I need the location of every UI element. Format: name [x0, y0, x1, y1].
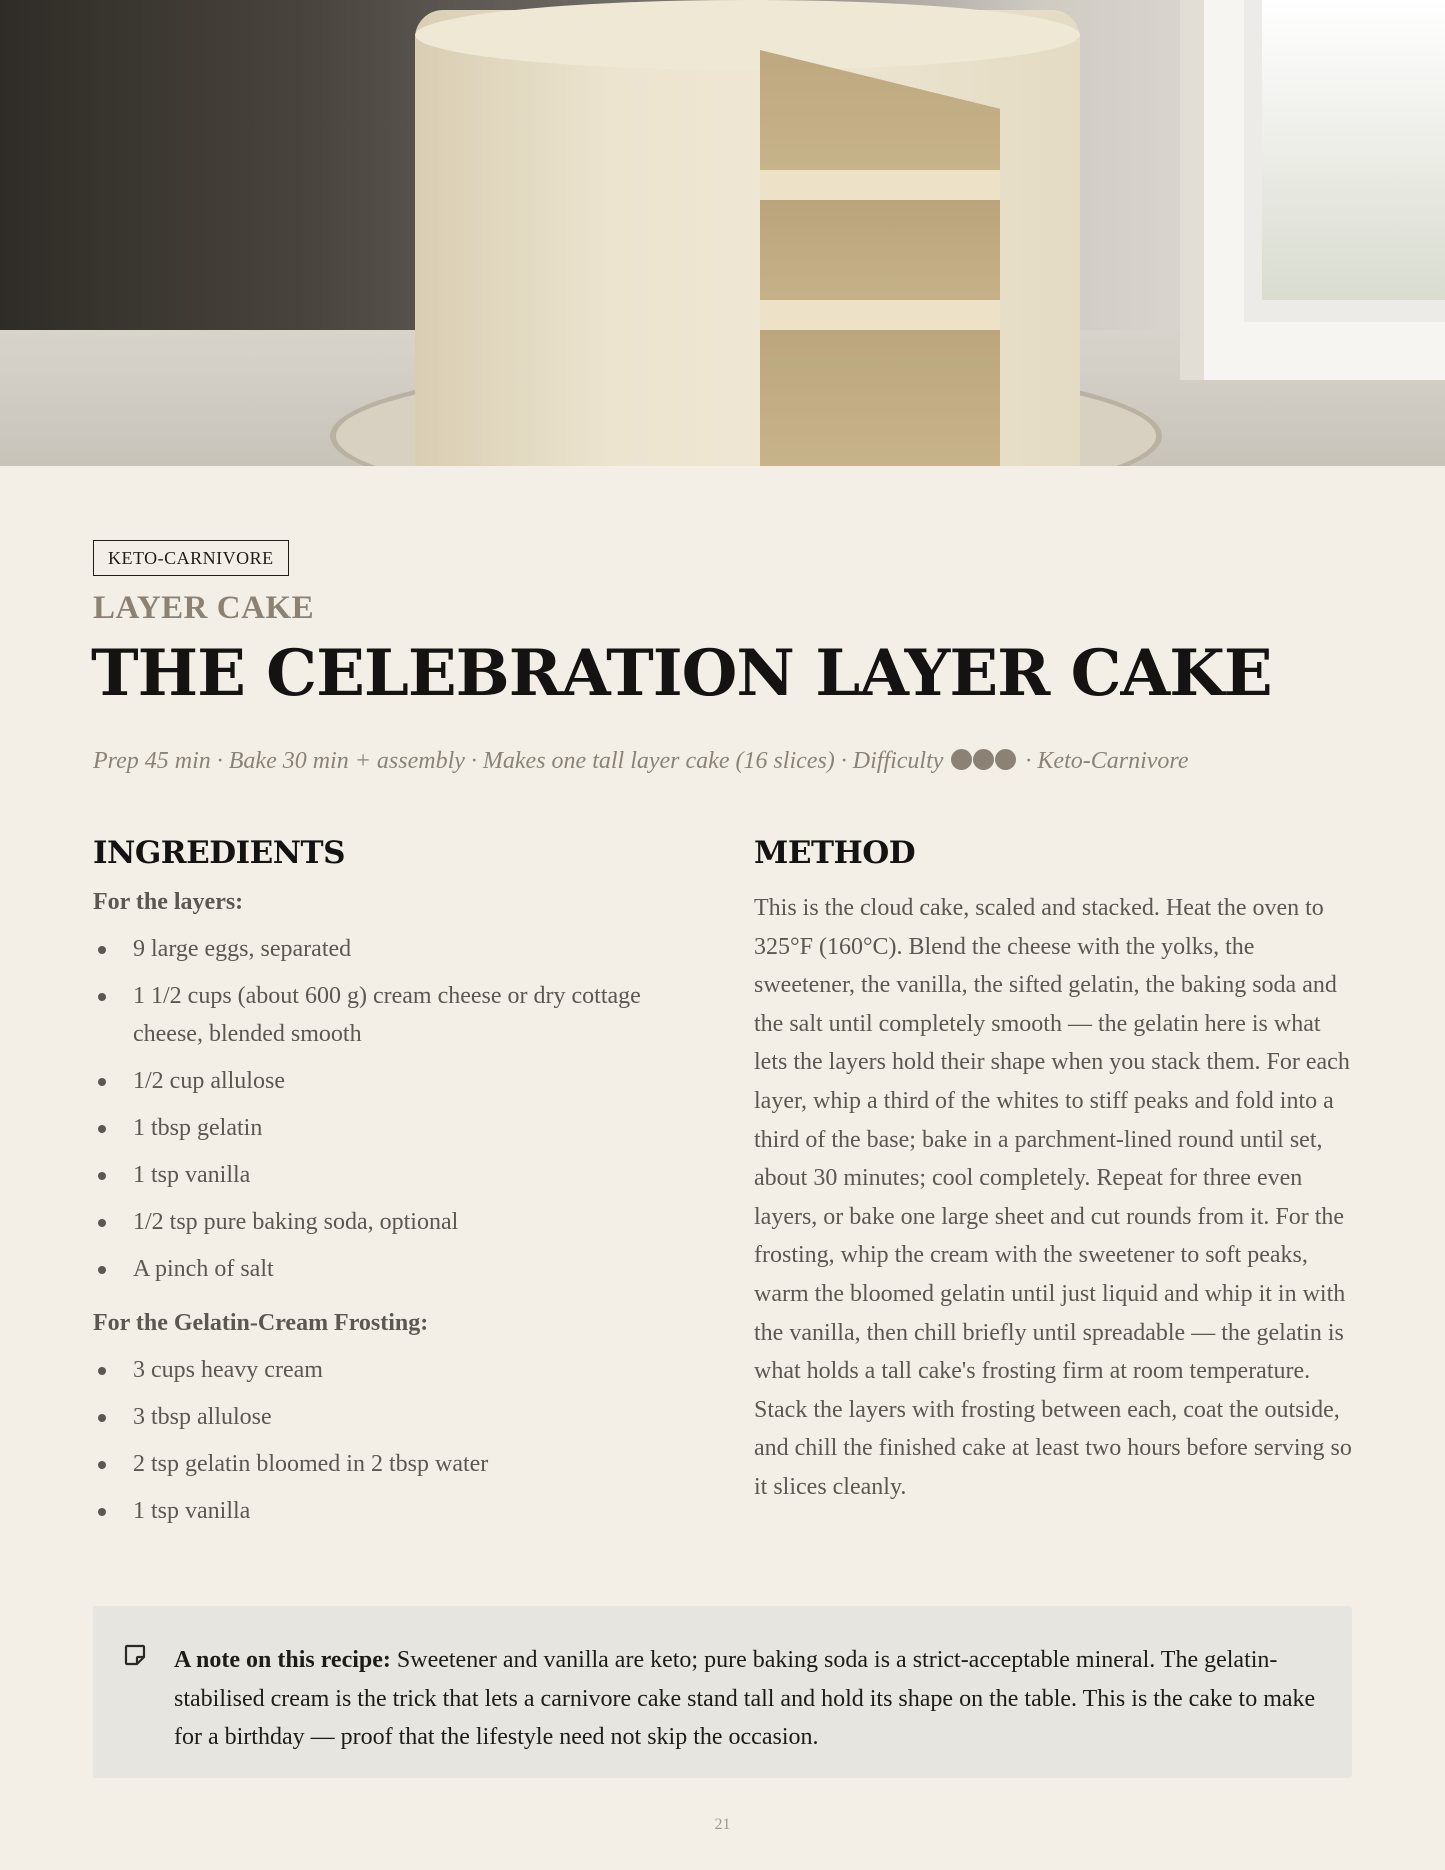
ingredient-list: [93, 930, 653, 1288]
meta-text: Prep 45 min · Bake 30 min + assembly · Makes one tall layer cake (16 slices) · Difficulty: [93, 748, 944, 774]
ingredient-item: 2 tsp gelatin bloomed in 2 tbsp water: [93, 1445, 653, 1483]
page-number: 21: [714, 1816, 731, 1833]
note-text: [174, 1641, 1324, 1757]
ingredient-group-label: For the layers:: [93, 889, 244, 915]
ingredient-group-label: For the Gelatin-Cream Frosting:: [93, 1310, 429, 1336]
recipe-meta: [93, 748, 1189, 777]
ingredient-item: A pinch of salt: [93, 1250, 653, 1288]
difficulty-dot: [973, 749, 994, 770]
ingredient-item: 1 tbsp gelatin: [93, 1109, 653, 1147]
category-tag: KETO-CARNIVORE: [93, 540, 289, 576]
ingredients-heading: INGREDIENTS: [93, 835, 346, 871]
ingredient-list: [93, 1351, 653, 1530]
ingredient-item: 3 tbsp allulose: [93, 1398, 653, 1436]
note-body: Sweetener and vanilla are keto; pure baking soda is a strict-acceptable mineral. The gelatin-stabilised cream is the trick that lets a carnivore cake stand tall and hold its shape on the table. This is the cake to make for a birthday — proof that the lifestyle need not skip the occasion.: [174, 1647, 1316, 1750]
difficulty-dot: [995, 749, 1016, 770]
ingredient-item: 1/2 cup allulose: [93, 1062, 653, 1100]
recipe-kicker: LAYER CAKE: [93, 590, 315, 626]
method-section: [754, 835, 1354, 1507]
method-heading: METHOD: [754, 835, 916, 871]
ingredients-section: [93, 835, 653, 1552]
page-title: THE CELEBRATION LAYER CAKE: [91, 636, 1272, 711]
ingredient-item: 9 large eggs, separated: [93, 930, 653, 968]
difficulty-rating: [951, 749, 1017, 777]
hero-photo: [0, 0, 1445, 466]
ingredient-item: 1 1/2 cups (about 600 g) cream cheese or dry cottage cheese, blended smooth: [93, 977, 653, 1053]
note-label: A note on this recipe:: [174, 1647, 391, 1673]
recipe-note: [93, 1606, 1352, 1778]
ingredient-item: 1 tsp vanilla: [93, 1156, 653, 1194]
ingredient-item: 1 tsp vanilla: [93, 1492, 653, 1530]
difficulty-dot: [951, 749, 972, 770]
ingredient-item: 3 cups heavy cream: [93, 1351, 653, 1389]
sticky-note-icon: [123, 1643, 147, 1667]
ingredient-item: 1/2 tsp pure baking soda, optional: [93, 1203, 653, 1241]
meta-suffix: · Keto-Carnivore: [1025, 748, 1189, 774]
method-text: This is the cloud cake, scaled and stacked. Heat the oven to 325°F (160°C). Blend the cheese with the yolks, the sweetener, the vanilla, the sifted gelatin, the baking soda and the salt until completely smooth — the gelatin here is what lets the layers hold their shape when you stack them. For each layer, whip a third of the whites to stiff peaks and fold into a third of the base; bake in a parchment-lined round until set, about 30 minutes; cool completely. Repeat for three even layers, or bake one large sheet and cut rounds from it. For the frosting, whip the cream with the sweetener to soft peaks, warm the bloomed gelatin until just liquid and whip it in with the vanilla, then chill briefly until spreadable — the gelatin is what holds a tall cake's frosting firm at room temperature. Stack the layers with frosting between each, coat the outside, and chill the finished cake at least two hours before serving so it slices cleanly.: [754, 895, 1352, 1500]
